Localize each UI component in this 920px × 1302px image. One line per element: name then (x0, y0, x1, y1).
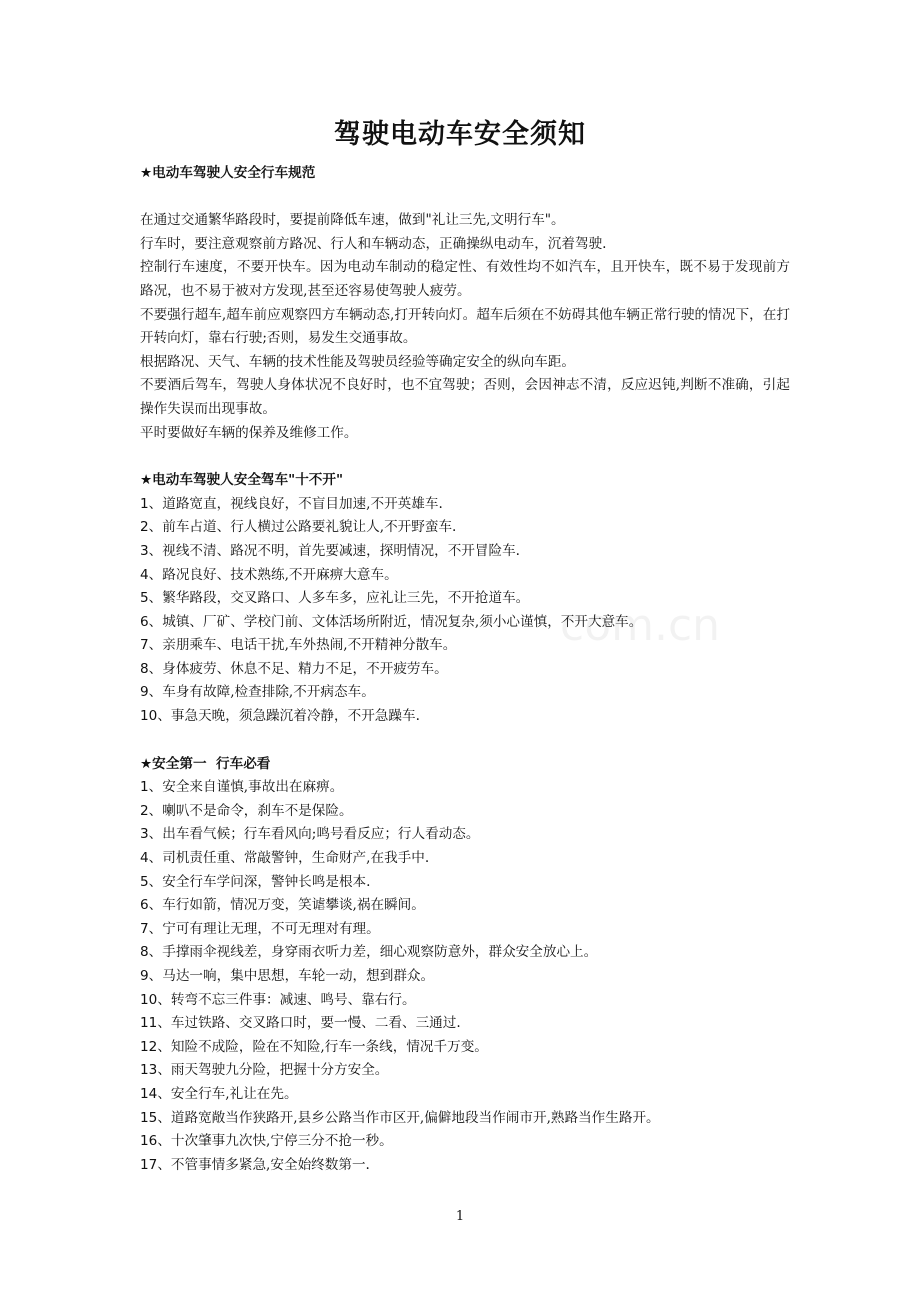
paragraph: 在通过交通繁华路段时，要提前降低车速，做到"礼让三先,文明行车"。 (140, 212, 565, 229)
list-item (140, 1012, 790, 1036)
list-item (140, 493, 790, 517)
list-item (140, 634, 790, 658)
item-text: 、身体疲劳、休息不足、精力不足，不开疲劳车。 (148, 660, 448, 677)
item-text: 、雨天驾驶九分险，把握十分方安全。 (157, 1062, 389, 1079)
list-item (140, 564, 790, 588)
spacer (140, 729, 790, 753)
item-number: 7 (140, 637, 149, 654)
list-item (140, 1083, 790, 1107)
item-text: 、车过铁路、交叉路口时，要一慢、二看、三通过. (157, 1015, 461, 1032)
document-title: 驾驶电动车安全须知 (334, 119, 586, 150)
list-item (140, 894, 790, 918)
list-item (140, 611, 790, 635)
item-number: 13 (140, 1062, 158, 1079)
item-number: 12 (140, 1038, 158, 1055)
item-text: 、司机责任重、常敲警钟，生命财产,在我手中. (148, 850, 430, 867)
list-item (140, 800, 790, 824)
list-item (140, 705, 790, 729)
item-number: 10 (140, 991, 158, 1008)
list-item (140, 871, 790, 895)
item-text: 、十次肇事九次快,宁停三分不抢一秒。 (157, 1133, 393, 1150)
list-item (140, 587, 790, 611)
paragraph: 不要强行超车,超车前应观察四方车辆动态,打开转向灯。超车后须在不妨碍其他车辆正常行驶的情况下，在打开转向灯，靠右行驶;否则，易发生交通事故。 (140, 306, 790, 347)
section-heading-driving-norms: ★电动车驾驶人安全行车规范 (140, 165, 316, 181)
item-text: 、安全行车学问深，警钟长鸣是根本. (148, 873, 371, 890)
item-text: 、车行如箭，情况万变，笑谑攀谈,祸在瞬间。 (148, 897, 425, 914)
spacer (140, 186, 790, 210)
item-text: 、事急天晚，须急躁沉着冷静，不开急躁车. (157, 708, 420, 725)
document-body (140, 162, 790, 1177)
section-ten-donts (140, 493, 790, 729)
item-text: 、亲朋乘车、电话干扰,车外热闹,不开精神分散车。 (148, 637, 457, 654)
item-text: 、路况良好、技术熟练,不开麻痹大意车。 (148, 566, 398, 583)
item-text: 、知险不成险，险在不知险,行车一条线，情况千万变。 (157, 1038, 488, 1055)
item-number: 8 (140, 660, 149, 677)
item-number: 5 (140, 873, 149, 890)
item-number: 6 (140, 613, 149, 630)
item-text: 、视线不清、路况不明，首先要减速，探明情况，不开冒险车. (148, 542, 521, 559)
item-number: 17 (140, 1156, 158, 1173)
list-item (140, 1154, 790, 1178)
item-text: 、繁华路段，交叉路口、人多车多，应礼让三先，不开抢道车。 (148, 590, 530, 607)
list-item (140, 540, 790, 564)
section-driving-norms (140, 209, 790, 445)
item-number: 2 (140, 802, 149, 819)
paragraph: 平时要做好车辆的保养及维修工作。 (140, 424, 358, 441)
item-number: 9 (140, 968, 149, 984)
watermark: com.cn (560, 600, 721, 651)
item-number: 16 (140, 1133, 158, 1150)
item-text: 、转弯不忘三件事：减速、鸣号、靠右行。 (157, 991, 416, 1008)
item-number: 10 (140, 708, 158, 725)
list-item (140, 1036, 790, 1060)
list-item (140, 989, 790, 1013)
list-item (140, 847, 790, 871)
item-text: 、安全行车,礼让在先。 (157, 1085, 298, 1102)
item-text: 、马达一响，集中思想，车轮一动，想到群众。 (148, 968, 435, 984)
item-text: 、道路宽敞当作狭路开,县乡公路当作市区开,偏僻地段当作闹市开,熟路当作生路开。 (157, 1109, 660, 1126)
list-item (140, 681, 790, 705)
page-number: 1 (455, 1209, 465, 1224)
item-number: 1 (140, 495, 149, 512)
item-text: 、宁可有理让无理，不可无理对有理。 (148, 920, 380, 937)
item-text: 、车身有故障,检查排除,不开病态车。 (148, 684, 375, 701)
item-text: 、前车占道、行人横过公路要礼貌让人,不开野蛮车. (148, 519, 457, 536)
item-number: 4 (140, 566, 149, 583)
item-number: 11 (140, 1015, 158, 1032)
item-number: 5 (140, 590, 149, 607)
list-item (140, 1107, 790, 1131)
item-number: 7 (140, 920, 149, 937)
paragraph: 控制行车速度，不要开快车。因为电动车制动的稳定性、有效性均不如汽车，且开快车，既不易于发现前方路况，也不易于被对方发现,甚至还容易使驾驶人疲劳。 (140, 259, 790, 299)
item-number: 9 (140, 684, 149, 701)
list-item (140, 1130, 790, 1154)
list-item (140, 658, 790, 682)
spacer (140, 445, 790, 469)
item-number: 3 (140, 542, 149, 559)
item-number: 3 (140, 826, 149, 843)
item-number: 14 (140, 1085, 158, 1102)
item-text: 、出车看气候；行车看风向;鸣号看反应；行人看动态。 (148, 826, 480, 843)
list-item (140, 965, 790, 989)
paragraph: 行车时，要注意观察前方路况、行人和车辆动态，正确操纵电动车，沉着驾驶. (140, 235, 607, 252)
list-item (140, 1059, 790, 1083)
item-text: 、城镇、厂矿、学校门前、文体活场所附近，情况复杂,须小心谨慎，不开大意车。 (148, 613, 643, 630)
item-number: 2 (140, 519, 149, 536)
item-number: 4 (140, 850, 149, 867)
section-safety-first (140, 776, 790, 1177)
item-number: 15 (140, 1109, 158, 1126)
item-text: 、手撑雨伞视线差，身穿雨衣听力差，细心观察防意外，群众安全放心上。 (148, 944, 598, 961)
list-item (140, 776, 790, 800)
item-number: 1 (140, 779, 149, 796)
item-number: 8 (140, 944, 149, 961)
item-number: 6 (140, 897, 149, 914)
item-text: 、喇叭不是命令，刹车不是保险。 (148, 802, 353, 819)
list-item (140, 918, 790, 942)
paragraph: 根据路况、天气、车辆的技术性能及驾驶员经验等确定安全的纵向车距。 (140, 353, 575, 370)
list-item (140, 516, 790, 540)
list-item (140, 941, 790, 965)
section-heading-ten-donts: ★电动车驾驶人安全驾车"十不开" (140, 472, 344, 489)
item-text: 、道路宽直，视线良好，不盲目加速,不开英雄车. (148, 495, 443, 512)
paragraph: 不要酒后驾车，驾驶人身体状况不良好时，也不宜驾驶；否则，会因神志不清，反应迟钝,判断不准确，引起操作失误而出现事故。 (140, 377, 790, 417)
list-item (140, 823, 790, 847)
item-text: 、不管事情多紧急,安全始终数第一. (157, 1156, 370, 1173)
item-text: 、安全来自谨慎,事故出在麻痹。 (148, 779, 344, 796)
section-heading-safety-first: ★安全第一 行车必看 (140, 755, 271, 772)
